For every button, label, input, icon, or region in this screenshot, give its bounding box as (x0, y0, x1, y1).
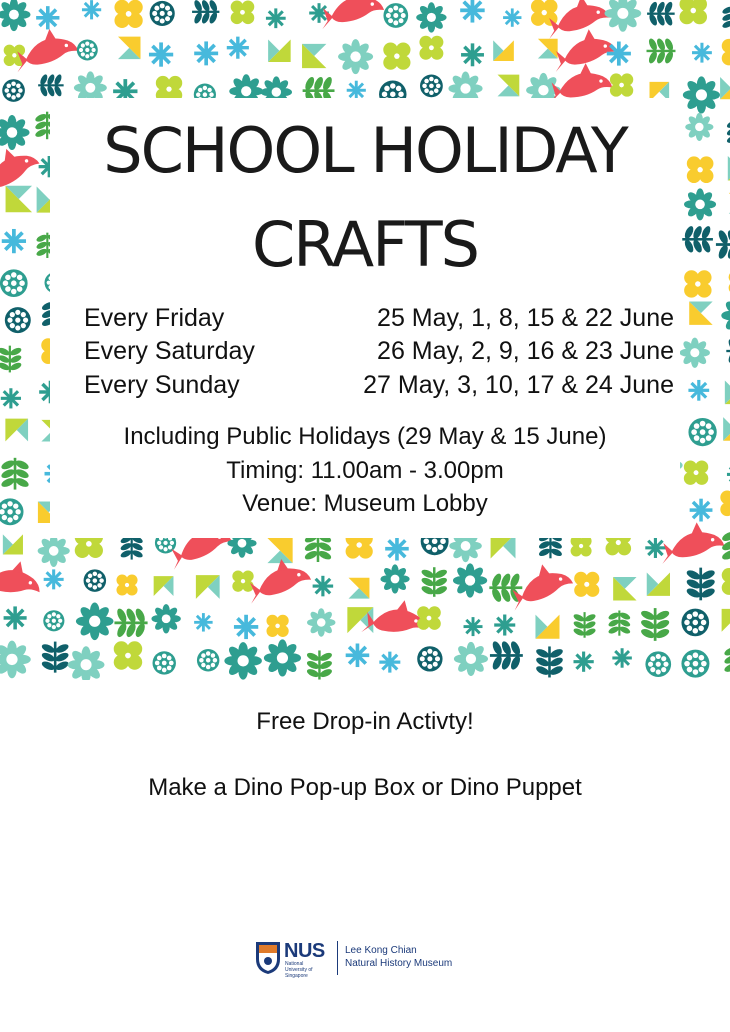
flower-motif-icon (151, 604, 180, 633)
flower-motif-icon (610, 73, 633, 96)
flower-motif-icon (681, 650, 709, 678)
flower-motif-icon (535, 615, 559, 639)
flower-motif-icon (681, 609, 709, 637)
flower-motif-icon (149, 42, 173, 66)
flower-motif-icon (264, 639, 301, 676)
flower-motif-icon (420, 74, 443, 97)
nus-crest-icon (255, 941, 281, 975)
flower-motif-icon (114, 641, 142, 669)
flower-motif-icon (383, 43, 410, 70)
flower-motif-icon (574, 572, 599, 597)
flower-motif-icon (192, 0, 219, 25)
flower-motif-icon (84, 569, 107, 592)
schedule-dates: 26 May, 2, 9, 16 & 23 June (377, 337, 674, 365)
flower-motif-icon (36, 6, 59, 29)
flower-motif-icon (571, 536, 592, 557)
flower-motif-icon (194, 41, 218, 65)
flower-motif-icon (726, 338, 730, 364)
flower-motif-icon (680, 338, 710, 368)
flower-motif-icon (685, 568, 716, 601)
flower-motif-icon (689, 301, 712, 324)
flower-motif-icon (679, 0, 707, 24)
flower-motif-icon (0, 115, 30, 150)
flower-motif-icon (346, 644, 370, 668)
flower-motif-icon (688, 418, 716, 446)
flower-motif-icon (461, 43, 484, 66)
logo-divider (337, 941, 338, 975)
timing-text: Timing: 11.00am - 3.00pm (226, 457, 504, 484)
flower-motif-icon (490, 640, 523, 671)
schedule-dates: 25 May, 1, 8, 15 & 22 June (377, 304, 674, 332)
nus-wordmark: NUS (284, 940, 325, 962)
activity-headline: Free Drop-in Activty! (256, 708, 474, 735)
museum-name: Lee Kong Chian Natural History Museum (345, 945, 453, 969)
flower-motif-icon (268, 39, 291, 62)
flower-motif-icon (503, 8, 521, 26)
nus-full-name: National University of Singapore (285, 961, 313, 979)
flower-motif-icon (722, 609, 730, 632)
flower-motif-icon (227, 37, 249, 59)
flower-motif-icon (68, 646, 105, 680)
flower-motif-icon (82, 0, 101, 19)
flower-motif-icon (645, 538, 665, 558)
flower-motif-icon (419, 36, 443, 60)
flower-motif-icon (613, 577, 636, 600)
flower-motif-icon (647, 1, 675, 27)
activity-description: Make a Dino Pop-up Box or Dino Puppet (148, 774, 582, 801)
flower-motif-icon (716, 229, 730, 260)
flower-motif-icon (493, 40, 514, 61)
flower-motif-icon (43, 610, 64, 631)
flower-motif-icon (196, 575, 220, 599)
flower-motif-icon (454, 642, 488, 676)
flower-motif-icon (417, 646, 442, 671)
museum-logo (253, 938, 483, 982)
flower-motif-icon (498, 75, 520, 97)
flower-motif-icon (114, 0, 142, 28)
flower-motif-icon (3, 534, 23, 554)
flower-motif-icon (154, 576, 174, 596)
flower-motif-icon (6, 186, 32, 212)
dolphin-icon (320, 0, 385, 29)
flower-motif-icon (607, 610, 631, 635)
flower-motif-icon (535, 646, 564, 677)
flower-motif-icon (383, 3, 408, 28)
flower-motif-icon (385, 537, 409, 561)
flower-motif-icon (266, 615, 288, 637)
flower-motif-icon (573, 612, 597, 638)
schedule-day: Every Friday (84, 304, 225, 332)
flower-motif-icon (453, 563, 487, 597)
flower-motif-icon (150, 1, 175, 26)
flower-motif-icon (38, 73, 63, 97)
flower-motif-icon (5, 419, 28, 442)
flower-motif-icon (460, 0, 484, 23)
flower-motif-icon (231, 0, 255, 24)
flower-motif-icon (647, 573, 670, 596)
schedule-day: Every Saturday (84, 337, 255, 365)
event-info-panel (50, 98, 680, 538)
title-line-1: SCHOOL HOLIDAY (103, 114, 627, 187)
flower-motif-icon (647, 37, 676, 64)
flower-motif-icon (197, 649, 219, 671)
flower-motif-icon (77, 39, 98, 60)
public-holidays-note: Including Public Holidays (29 May & 15 June) (123, 423, 607, 450)
schedule-day: Every Sunday (84, 371, 240, 399)
flower-motif-icon (725, 380, 730, 404)
flower-motif-icon (0, 269, 28, 297)
dolphin-icon (0, 552, 46, 607)
flower-motif-icon (232, 570, 253, 591)
flower-motif-icon (685, 113, 713, 141)
flower-motif-icon (114, 607, 147, 638)
flower-motif-icon (153, 651, 176, 674)
flower-motif-icon (573, 652, 593, 672)
flower-motif-icon (682, 225, 713, 254)
flower-motif-icon (41, 642, 70, 673)
flower-motif-icon (726, 118, 730, 145)
flower-motif-icon (723, 645, 730, 674)
flower-motif-icon (2, 229, 26, 253)
flower-motif-icon (224, 642, 262, 680)
flower-motif-icon (420, 567, 448, 597)
flower-motif-icon (607, 42, 631, 66)
flower-motif-icon (313, 576, 334, 597)
flower-motif-icon (194, 613, 212, 631)
flower-motif-icon (267, 538, 292, 563)
flower-motif-icon (690, 499, 713, 522)
flower-motif-icon (266, 8, 286, 28)
flower-motif-icon (0, 0, 30, 31)
title-line-2: CRAFTS (251, 208, 479, 281)
flower-motif-icon (0, 641, 31, 679)
schedule-row-sunday (84, 371, 674, 403)
flower-motif-icon (692, 43, 712, 63)
schedule-row-saturday (84, 337, 674, 369)
flower-motif-icon (684, 460, 708, 484)
flower-motif-icon (464, 617, 483, 636)
flower-motif-icon (379, 652, 400, 673)
flower-motif-icon (44, 569, 64, 589)
flower-motif-icon (2, 79, 25, 102)
flower-motif-icon (684, 270, 711, 297)
flower-motif-icon (721, 297, 730, 334)
flower-motif-icon (722, 39, 730, 66)
flower-motif-icon (417, 606, 441, 630)
flower-motif-icon (302, 44, 326, 68)
flower-motif-icon (5, 307, 31, 333)
flower-motif-icon (604, 0, 641, 32)
flower-motif-icon (116, 574, 137, 595)
flower-motif-icon (538, 39, 558, 59)
schedule-dates: 27 May, 3, 10, 17 & 24 June (363, 371, 674, 399)
flower-motif-icon (683, 76, 720, 113)
flower-motif-icon (234, 615, 258, 639)
flower-motif-icon (1, 388, 21, 408)
flower-motif-icon (307, 608, 335, 636)
flower-motif-icon (349, 578, 370, 599)
flower-motif-icon (721, 5, 730, 30)
flower-motif-icon (687, 156, 714, 183)
flower-motif-icon (0, 498, 24, 525)
flower-motif-icon (723, 417, 730, 441)
flower-motif-icon (722, 568, 730, 595)
flower-motif-icon (0, 346, 22, 373)
dolphin-icon (507, 559, 576, 610)
venue-text: Venue: Museum Lobby (242, 490, 488, 517)
flower-motif-icon (494, 615, 515, 636)
flower-motif-icon (640, 608, 671, 641)
schedule-row-friday (84, 304, 674, 336)
flower-motif-icon (118, 37, 141, 60)
flower-motif-icon (684, 188, 716, 220)
flower-motif-icon (306, 650, 333, 679)
flower-motif-icon (380, 564, 409, 593)
flower-motif-icon (76, 603, 114, 641)
flower-motif-icon (0, 458, 30, 490)
flower-motif-icon (720, 77, 730, 99)
flower-motif-icon (721, 529, 730, 562)
flower-motif-icon (612, 648, 631, 667)
flower-motif-icon (38, 535, 70, 567)
flower-motif-icon (688, 380, 709, 401)
flower-motif-icon (645, 651, 671, 677)
flower-motif-icon (338, 39, 373, 74)
flower-motif-icon (347, 81, 366, 100)
flower-motif-icon (720, 491, 730, 517)
flower-motif-icon (416, 2, 446, 32)
flower-motif-icon (4, 606, 27, 629)
